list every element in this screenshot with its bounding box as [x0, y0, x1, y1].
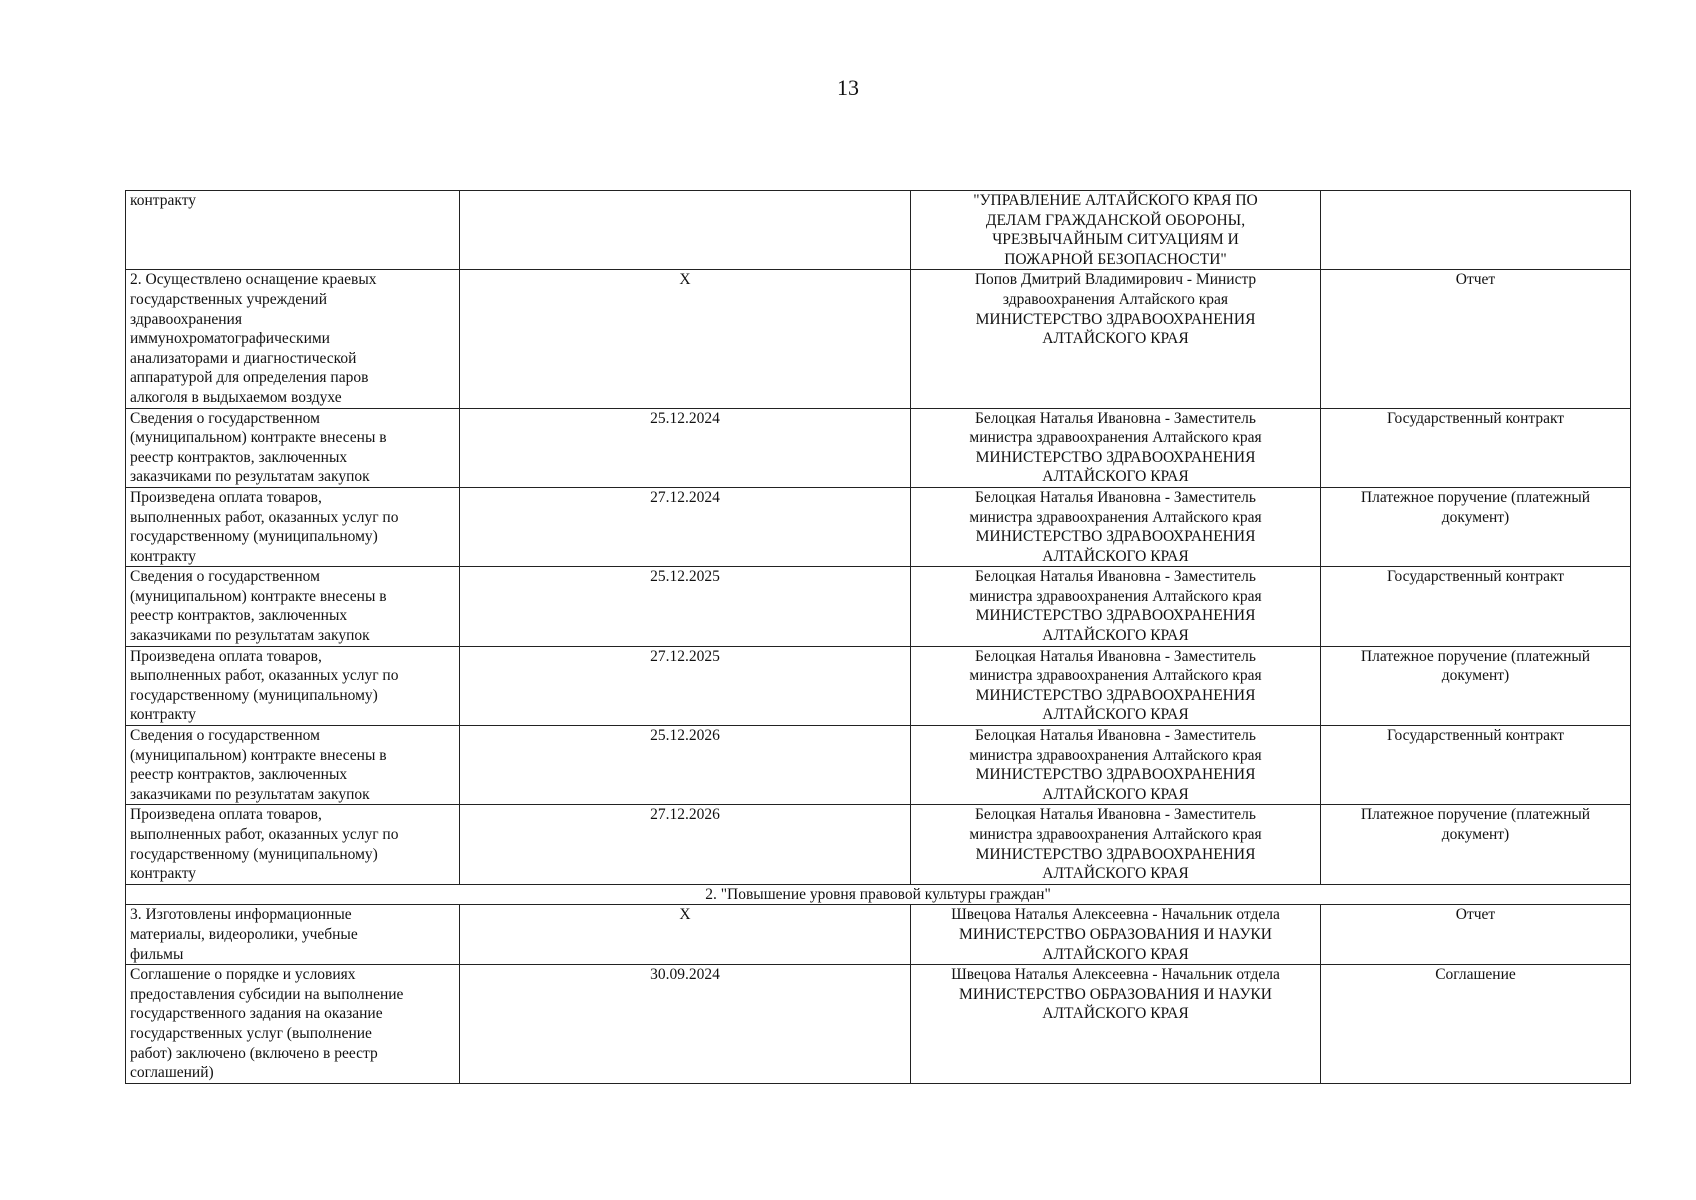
responsible-cell-line: министра здравоохранения Алтайского края	[969, 667, 1262, 685]
responsible-cell	[911, 805, 1321, 884]
result-cell-line: контракту	[130, 192, 197, 209]
responsible-cell-line: МИНИСТЕРСТВО ЗДРАВООХРАНЕНИЯ	[975, 686, 1256, 704]
result-cell	[126, 191, 460, 270]
result-cell	[126, 270, 460, 408]
table-row	[126, 805, 1631, 884]
result-cell-line: заказчиками по результатам закупок	[130, 627, 370, 645]
responsible-cell-line: МИНИСТЕРСТВО ЗДРАВООХРАНЕНИЯ	[975, 528, 1256, 546]
date-cell: 25.12.2025	[460, 567, 911, 646]
result-cell-line: Сведения о государственном	[130, 568, 320, 586]
responsible-cell-line: МИНИСТЕРСТВО ЗДРАВООХРАНЕНИЯ	[975, 845, 1256, 863]
result-cell	[126, 487, 460, 566]
result-cell	[126, 408, 460, 487]
result-cell-line: Произведена оплата товаров,	[130, 488, 322, 506]
document-cell	[1321, 905, 1631, 965]
responsible-cell-line: министра здравоохранения Алтайского края	[969, 429, 1262, 447]
document-cell-line: Государственный контракт	[1386, 409, 1565, 427]
document-cell-line: Отчет	[1455, 271, 1496, 289]
result-cell-line: анализаторами и диагностической	[130, 349, 357, 367]
result-cell-line: государственному (муниципальному)	[130, 528, 378, 546]
result-cell-line: 3. Изготовлены информационные	[130, 906, 352, 924]
result-cell	[126, 905, 460, 965]
document-cell-line: Соглашение	[1435, 966, 1516, 984]
table-row	[126, 965, 1631, 1084]
responsible-cell	[911, 487, 1321, 566]
responsible-cell-line: МИНИСТЕРСТВО ОБРАЗОВАНИЯ И НАУКИ	[959, 925, 1272, 943]
result-cell-line: (муниципальном) контракте внесены в	[130, 429, 387, 447]
responsible-cell-line: АЛТАЙСКОГО КРАЯ	[1042, 330, 1189, 348]
result-cell-line: реестр контрактов, заключенных	[130, 607, 348, 625]
responsible-cell-line: ДЕЛАМ ГРАЖДАНСКОЙ ОБОРОНЫ,	[985, 211, 1246, 229]
result-cell-line: (муниципальном) контракте внесены в	[130, 587, 387, 605]
date-cell: X	[460, 905, 911, 965]
result-cell-line: Сведения о государственном	[130, 409, 320, 427]
date-cell: 25.12.2024	[460, 408, 911, 487]
responsible-cell-line: Белоцкая Наталья Ивановна - Заместитель	[975, 647, 1256, 665]
document-cell-line: Платежное поручение (платежный	[1360, 806, 1591, 824]
document-cell	[1321, 567, 1631, 646]
responsible-cell-line: МИНИСТЕРСТВО ЗДРАВООХРАНЕНИЯ	[975, 310, 1256, 328]
document-cell	[1321, 191, 1631, 270]
table-row	[126, 726, 1631, 805]
result-cell-line: государственному (муниципальному)	[130, 845, 378, 863]
result-cell-line: Произведена оплата товаров,	[130, 806, 322, 824]
result-cell	[126, 567, 460, 646]
responsible-cell	[911, 408, 1321, 487]
result-cell-line: предоставления субсидии на выполнение	[130, 985, 404, 1003]
result-cell-line: заказчиками по результатам закупок	[130, 785, 370, 803]
responsible-cell-line: АЛТАЙСКОГО КРАЯ	[1042, 785, 1189, 803]
page-number: 13	[837, 75, 859, 100]
responsible-cell-line: министра здравоохранения Алтайского края	[969, 746, 1262, 764]
responsible-cell-line: ЧРЕЗВЫЧАЙНЫМ СИТУАЦИЯМ И	[992, 231, 1239, 249]
result-cell-line: выполненных работ, оказанных услуг по	[130, 826, 399, 843]
responsible-cell	[911, 567, 1321, 646]
responsible-cell-line: министра здравоохранения Алтайского края	[969, 508, 1262, 526]
responsible-cell-line: здравоохранения Алтайского края	[1002, 290, 1229, 308]
document-cell-line: Государственный контракт	[1386, 727, 1565, 745]
responsible-cell-line: Белоцкая Наталья Ивановна - Заместитель	[975, 727, 1256, 745]
responsible-cell-line: Белоцкая Наталья Ивановна - Заместитель	[975, 409, 1256, 427]
table-row	[126, 270, 1631, 408]
document-cell	[1321, 408, 1631, 487]
table-row	[126, 646, 1631, 725]
result-cell-line: реестр контрактов, заключенных	[130, 766, 348, 784]
document-cell	[1321, 965, 1631, 1084]
result-cell-line: Произведена оплата товаров,	[130, 647, 322, 665]
responsible-cell-line: ПОЖАРНОЙ БЕЗОПАСНОСТИ"	[1004, 250, 1227, 268]
responsible-cell-line: МИНИСТЕРСТВО ЗДРАВООХРАНЕНИЯ	[975, 448, 1256, 466]
document-cell-line: документ)	[1441, 826, 1510, 843]
result-cell-line: государственных учреждений	[130, 290, 327, 308]
document-cell-line: документ)	[1441, 667, 1510, 685]
responsible-cell-line: МИНИСТЕРСТВО ОБРАЗОВАНИЯ И НАУКИ	[959, 985, 1272, 1003]
result-cell-line: здравоохранения	[130, 310, 242, 328]
responsible-cell-line: АЛТАЙСКОГО КРАЯ	[1042, 1005, 1189, 1023]
responsible-cell-line: АЛТАЙСКОГО КРАЯ	[1042, 627, 1189, 645]
result-cell	[126, 726, 460, 805]
responsible-cell-line: министра здравоохранения Алтайского края	[969, 826, 1262, 843]
section-heading: 2. "Повышение уровня правовой культуры граждан"	[126, 884, 1631, 905]
results-table	[125, 190, 1631, 1084]
result-cell-line: соглашений)	[130, 1064, 214, 1082]
result-cell-line: алкоголя в выдыхаемом воздухе	[130, 388, 342, 406]
document-cell-line: документ)	[1441, 508, 1510, 526]
responsible-cell	[911, 905, 1321, 965]
result-cell-line: фильмы	[130, 945, 184, 963]
document-cell	[1321, 270, 1631, 408]
responsible-cell-line: АЛТАЙСКОГО КРАЯ	[1042, 865, 1189, 883]
result-cell-line: контракту	[130, 547, 197, 565]
responsible-cell	[911, 191, 1321, 270]
results-table-body	[126, 191, 1631, 1084]
responsible-cell-line: Швецова Наталья Алексеевна - Начальник отдела	[951, 966, 1280, 984]
date-cell: 30.09.2024	[460, 965, 911, 1084]
document-cell	[1321, 646, 1631, 725]
result-cell-line: контракту	[130, 865, 197, 883]
table-row	[126, 567, 1631, 646]
document-cell	[1321, 726, 1631, 805]
responsible-cell-line: АЛТАЙСКОГО КРАЯ	[1042, 547, 1189, 565]
date-cell: 27.12.2024	[460, 487, 911, 566]
result-cell-line: государственных услуг (выполнение	[130, 1024, 372, 1042]
result-cell-line: иммунохроматографическими	[130, 330, 330, 348]
table-row	[126, 191, 1631, 270]
responsible-cell-line: Белоцкая Наталья Ивановна - Заместитель	[975, 488, 1256, 506]
responsible-cell-line: Швецова Наталья Алексеевна - Начальник отдела	[951, 906, 1280, 924]
table-row	[126, 408, 1631, 487]
responsible-cell	[911, 270, 1321, 408]
result-cell-line: материалы, видеоролики, учебные	[130, 925, 358, 943]
date-cell: 27.12.2025	[460, 646, 911, 725]
responsible-cell-line: Попов Дмитрий Владимирович - Министр	[974, 271, 1257, 289]
responsible-cell-line: Белоцкая Наталья Ивановна - Заместитель	[975, 806, 1256, 824]
document-cell	[1321, 487, 1631, 566]
responsible-cell	[911, 646, 1321, 725]
responsible-cell-line: АЛТАЙСКОГО КРАЯ	[1042, 945, 1189, 963]
table-row	[126, 487, 1631, 566]
responsible-cell-line: Белоцкая Наталья Ивановна - Заместитель	[975, 568, 1256, 586]
responsible-cell-line: МИНИСТЕРСТВО ЗДРАВООХРАНЕНИЯ	[975, 766, 1256, 784]
result-cell	[126, 965, 460, 1084]
document-cell-line: Платежное поручение (платежный	[1360, 488, 1591, 506]
result-cell-line: работ) заключено (включено в реестр	[130, 1044, 378, 1062]
document-cell	[1321, 805, 1631, 884]
result-cell-line: (муниципальном) контракте внесены в	[130, 746, 387, 764]
result-cell-line: контракту	[130, 706, 197, 724]
table-row	[126, 905, 1631, 965]
document-cell-line: Отчет	[1455, 906, 1496, 924]
result-cell	[126, 646, 460, 725]
result-cell-line: заказчиками по результатам закупок	[130, 468, 370, 486]
responsible-cell-line: МИНИСТЕРСТВО ЗДРАВООХРАНЕНИЯ	[975, 607, 1256, 625]
result-cell	[126, 805, 460, 884]
result-cell-line: государственному (муниципальному)	[130, 686, 378, 704]
result-cell-line: 2. Осуществлено оснащение краевых	[130, 271, 377, 289]
result-cell-line: государственного задания на оказание	[130, 1005, 383, 1023]
result-cell-line: выполненных работ, оказанных услуг по	[130, 508, 399, 526]
responsible-cell	[911, 726, 1321, 805]
date-cell: 27.12.2026	[460, 805, 911, 884]
date-cell: 25.12.2026	[460, 726, 911, 805]
result-cell-line: аппаратурой для определения паров	[130, 369, 369, 387]
section-heading-row	[126, 884, 1631, 905]
responsible-cell	[911, 965, 1321, 1084]
document-cell-line: Платежное поручение (платежный	[1360, 647, 1591, 665]
responsible-cell-line: министра здравоохранения Алтайского края	[969, 587, 1262, 605]
result-cell-line: Соглашение о порядке и условиях	[130, 966, 356, 984]
responsible-cell-line: АЛТАЙСКОГО КРАЯ	[1042, 468, 1189, 486]
date-cell: X	[460, 270, 911, 408]
result-cell-line: реестр контрактов, заключенных	[130, 448, 348, 466]
result-cell-line: выполненных работ, оказанных услуг по	[130, 667, 399, 685]
result-cell-line: Сведения о государственном	[130, 727, 320, 745]
responsible-cell-line: "УПРАВЛЕНИЕ АЛТАЙСКОГО КРАЯ ПО	[973, 192, 1258, 209]
date-cell	[460, 191, 911, 270]
document-cell-line: Государственный контракт	[1386, 568, 1565, 586]
responsible-cell-line: АЛТАЙСКОГО КРАЯ	[1042, 706, 1189, 724]
